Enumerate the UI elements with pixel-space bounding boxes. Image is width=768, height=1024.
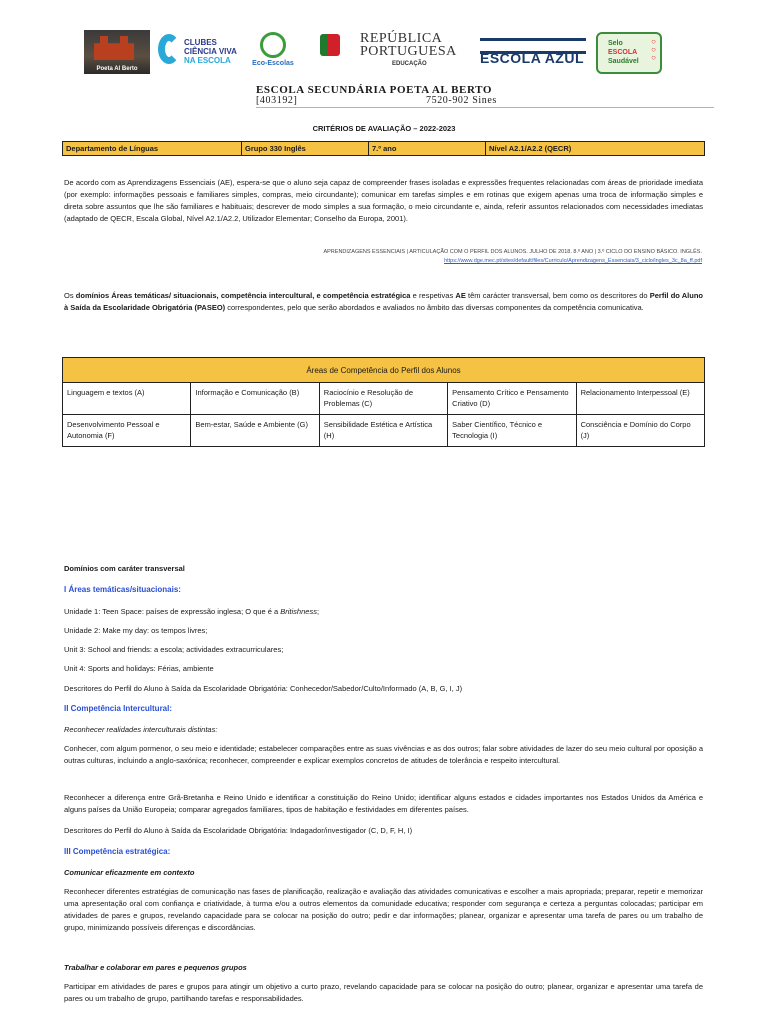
p2-b: domínios Áreas temáticas/ situacionais, competência intercultural, e competência estratégica [75, 291, 411, 300]
escola-azul-label: ESCOLA AZUL [480, 50, 585, 66]
unit-1-c: ; [316, 607, 320, 616]
area-c: Raciocínio e Resolução de Problemas (C) [319, 383, 447, 415]
clubes-line-3: NA ESCOLA [184, 56, 231, 65]
unit-2: Unidade 2: Make my day: os tempos livres; [64, 626, 208, 635]
educacao-label: EDUCAÇÃO [392, 61, 427, 67]
clubes-line-1: CLUBES [184, 38, 217, 47]
republica-line-1: REPÚBLICA [360, 31, 443, 46]
level-cell: Nível A2.1/A2.2 (QECR) [486, 142, 705, 156]
section-1-descriptors: Descritores do Perfil do Aluno à Saída da Escolaridade Obrigatória: Conhecedor/Sabedor/Culto/Informado (A, B, G, I, J) [64, 684, 463, 693]
area-d: Pensamento Crítico e Pensamento Criativo (D) [448, 383, 576, 415]
republica-line-2: PORTUGUESA [360, 44, 457, 59]
p2-f: Perfil do Aluno à Saída da Escolaridade Obrigatória (PASEO) [64, 291, 704, 312]
areas-row-1 [63, 383, 705, 415]
p2-d: AE [455, 291, 466, 300]
section-2-descriptors: Descritores do Perfil do Aluno à Saída da Escolaridade Obrigatória: Indagador/investigador (C, D, F, H, I) [64, 826, 413, 835]
section-2-title: II Competência Intercultural: [64, 704, 173, 713]
selo-line-2: ESCOLA [608, 49, 638, 56]
c-letter-icon [158, 34, 180, 64]
section-3-title: III Competência estratégica: [64, 847, 171, 856]
area-f: Desenvolvimento Pessoal e Autonomia (F) [63, 415, 191, 447]
school-postal: 7520-902 Sines [426, 95, 497, 106]
areas-table [62, 357, 705, 447]
area-g: Bem-estar, Saúde e Ambiente (G) [191, 415, 319, 447]
eco-globe-icon [260, 32, 286, 58]
year-cell: 7.º ano [369, 142, 486, 156]
unit-1-a: Unidade 1: Teen Space: países de expressão inglesa; O que é a [64, 607, 281, 616]
republica-portuguesa-logo [320, 30, 460, 74]
areas-row-2 [63, 415, 705, 447]
section-3-subtitle-2: Trabalhar e colaborar em pares e pequenos grupos [64, 963, 247, 972]
unit-1-b: Britishness [280, 607, 317, 616]
section-3-paragraph-2: Participar em atividades de pares e grupos para atingir um objetivo a curto prazo, revelando capacidade para se colocar na posição do outro; planear, organizar e apresentar uma tarefa de pares ou um trabalho de grupo, partilhando tarefas e responsabilidades. [64, 982, 703, 1003]
area-i: Saber Científico, Técnico e Tecnologia (I) [448, 415, 576, 447]
poeta-logo-caption: Poeta Al Berto [96, 66, 138, 72]
info-row [63, 142, 705, 156]
escola-azul-logo [478, 30, 590, 74]
reference [323, 248, 702, 266]
info-table [62, 141, 705, 156]
p2-c: e respetivas [410, 291, 456, 300]
section-2-paragraph-1: Conhecer, com algum pormenor, o seu meio e identidade; estabelecer comparações entre as suas vivências e as dos outros; falar sobre atividades de lazer do seu meio cultural por oposição a outras culturas, incluindo a anglo-saxónica; reconhecer, compreender e explicar exemplos concretos de atitudes de tolerância e respeito intercultural. [64, 744, 703, 765]
section-1-title: I Áreas temáticas/situacionais: [64, 585, 181, 594]
poeta-al-berto-logo [84, 30, 150, 74]
p2-e: têm carácter transversal, bem como os descritores do [465, 291, 650, 300]
section-2-paragraph-2: Reconhecer a diferença entre Grã-Bretanha e Reino Unido e identificar a constituição do Reino Unido; identificar alguns estados e cidades importantes nos Estados Unidos da América e alguns países da União Europeia; comparar agregados familiares, tipos de habitação e festividades em diferentes países. [64, 793, 703, 814]
areas-header-row [63, 358, 705, 383]
section-3-subtitle-1: Comunicar eficazmente em contexto [64, 868, 195, 877]
area-j: Consciência e Domínio do Corpo (J) [576, 415, 704, 447]
school-name: ESCOLA SECUNDÁRIA POETA AL BERTO [256, 84, 493, 96]
reference-link[interactable]: https://www.dge.mec.pt/sites/default/files/Curriculo/Aprendizagens_Essenciais/3_ciclo/ingles_3c_8a_ff.pdf [444, 258, 702, 264]
eco-escolas-logo [246, 30, 300, 74]
area-e: Relacionamento Interpessoal (E) [576, 383, 704, 415]
page-title: CRITÉRIOS DE AVALIAÇÃO – 2022-2023 [312, 124, 456, 133]
areas-title: Áreas de Competência do Perfil dos Alunos [63, 358, 705, 383]
area-h: Sensibilidade Estética e Artística (H) [319, 415, 447, 447]
p2-a: Os [64, 291, 76, 300]
area-a: Linguagem e textos (A) [63, 383, 191, 415]
area-b: Informação e Comunicação (B) [191, 383, 319, 415]
school-code: [403192] [256, 95, 298, 106]
section-3-paragraph-1: Reconhecer diferentes estratégias de comunicação nas fases de planificação, realização e avaliação das atividades comunicativas e escolher a mais apropriada; preparar, repetir e memorizar uma apresentação oral com confiança e criatividade, à turma e/ou a outros elementos da comunidade educativa; responder com segurança e certeza a perguntas colocadas; participar em atividades de pares e grupos, revelando capacidade para se colocar na posição do outro; pedir e dar informações; planear, organizar e apresentar uma tarefa de pares ou um trabalho de grupo, minimizando possíveis diferenças e discordâncias. [64, 887, 703, 932]
section-2-subtitle: Reconhecer realidades interculturais distintas: [64, 725, 218, 734]
unit-1 [64, 606, 703, 618]
clubes-ciencia-viva-logo [158, 30, 246, 74]
castle-icon [94, 36, 134, 60]
department-cell: Departamento de Línguas [63, 142, 242, 156]
eco-escolas-label: Eco-Escolas [252, 60, 294, 67]
group-cell: Grupo 330 Inglês [242, 142, 369, 156]
reference-text: APRENDIZAGENS ESSENCIAIS | ARTICULAÇÃO COM O PERFIL DOS ALUNOS. JULHO DE 2018. 8.º ANO | 3.º CICLO DO ENSINO BÁSICO. INGLÊS. [323, 249, 702, 255]
selo-escola-saudavel-logo [596, 32, 662, 74]
header-divider [256, 107, 714, 108]
portugal-flag-icon [320, 34, 340, 56]
clubes-line-2: CIÊNCIA VIVA [184, 47, 237, 56]
unit-3: Unit 3: School and friends: a escola; actividades extracurriculares; [64, 645, 284, 654]
intro-paragraph: De acordo com as Aprendizagens Essenciais (AE), espera-se que o aluno seja capaz de compreender frases isoladas e expressões frequentes relacionadas com áreas de prioridade imediata (por exemplo: informações pessoais e familiares simples, compras, meio circundante); comunicar em tarefas simples e em rotinas que exigem apenas uma troca de informação simples e direta sobre assuntos que lhe são familiares e habituais; descrever de modo simples a sua formação, o meio circundante e, ainda, referir assuntos relacionados com necessidades imediatas (adaptado de QECR, Escala Global, Nível A2.1/A2.2, Utilizador Elementar; Conselho da Europa, 2001). [64, 178, 703, 223]
selo-dots-icon: ○ ○ ○ [651, 37, 656, 62]
selo-line-1: Selo [608, 40, 623, 47]
selo-line-3: Saudável [608, 58, 639, 65]
unit-4: Unit 4: Sports and holidays: Férias, ambiente [64, 664, 214, 673]
domains-paragraph [64, 290, 703, 314]
domains-heading: Domínios com caráter transversal [64, 564, 185, 573]
p2-g: correspondentes, pelo que serão abordados e avaliados no âmbito das diversas componentes da competência comunicativa. [225, 303, 644, 312]
